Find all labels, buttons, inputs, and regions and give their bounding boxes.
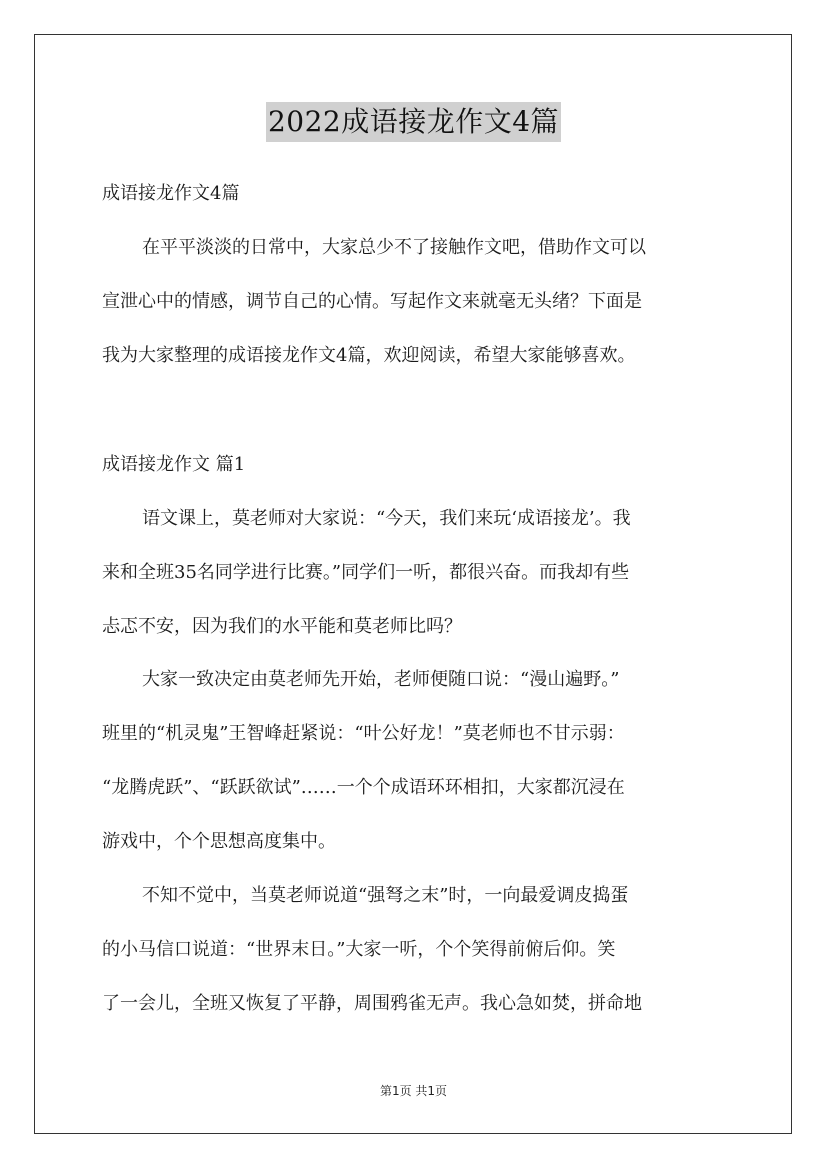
section-heading: 成语接龙作文 篇1: [102, 454, 246, 475]
document-subtitle: 成语接龙作文4篇: [102, 183, 240, 204]
body-line: 班里的“机灵鬼”王智峰赶紧说：“叶公好龙！”莫老师也不甘示弱：: [102, 723, 625, 744]
body-line: 语文课上，莫老师对大家说：“今天，我们来玩‘成语接龙’。我: [142, 508, 631, 529]
body-line: 游戏中，个个思想高度集中。: [102, 831, 336, 852]
body-line: 了一会儿，全班又恢复了平静，周围鸦雀无声。我心急如焚，拼命地: [102, 993, 642, 1014]
intro-line: 我为大家整理的成语接龙作文4篇，欢迎阅读，希望大家能够喜欢。: [102, 345, 636, 366]
document-title: 2022成语接龙作文4篇: [266, 102, 561, 142]
page-footer: 第1页 共1页: [379, 1084, 448, 1098]
body-line: 的小马信口说道：“世界末日。”大家一听，个个笑得前俯后仰。笑: [102, 939, 616, 960]
title-container: [0, 102, 827, 142]
body-line: “龙腾虎跃”、“跃跃欲试”……一个个成语环环相扣，大家都沉浸在: [102, 777, 625, 798]
body-line: 来和全班35名同学进行比赛。”同学们一听，都很兴奋。而我却有些: [102, 562, 630, 583]
body-line: 不知不觉中，当莫老师说道“强弩之末”时，一向最爱调皮捣蛋: [142, 885, 629, 906]
body-line: 大家一致决定由莫老师先开始，老师便随口说：“漫山遍野。”: [142, 669, 620, 690]
intro-line: 在平平淡淡的日常中，大家总少不了接触作文吧，借助作文可以: [142, 237, 646, 258]
intro-line: 宣泄心中的情感，调节自己的心情。写起作文来就毫无头绪？下面是: [102, 291, 642, 312]
body-line: 忐忑不安，因为我们的水平能和莫老师比吗？: [102, 616, 462, 637]
